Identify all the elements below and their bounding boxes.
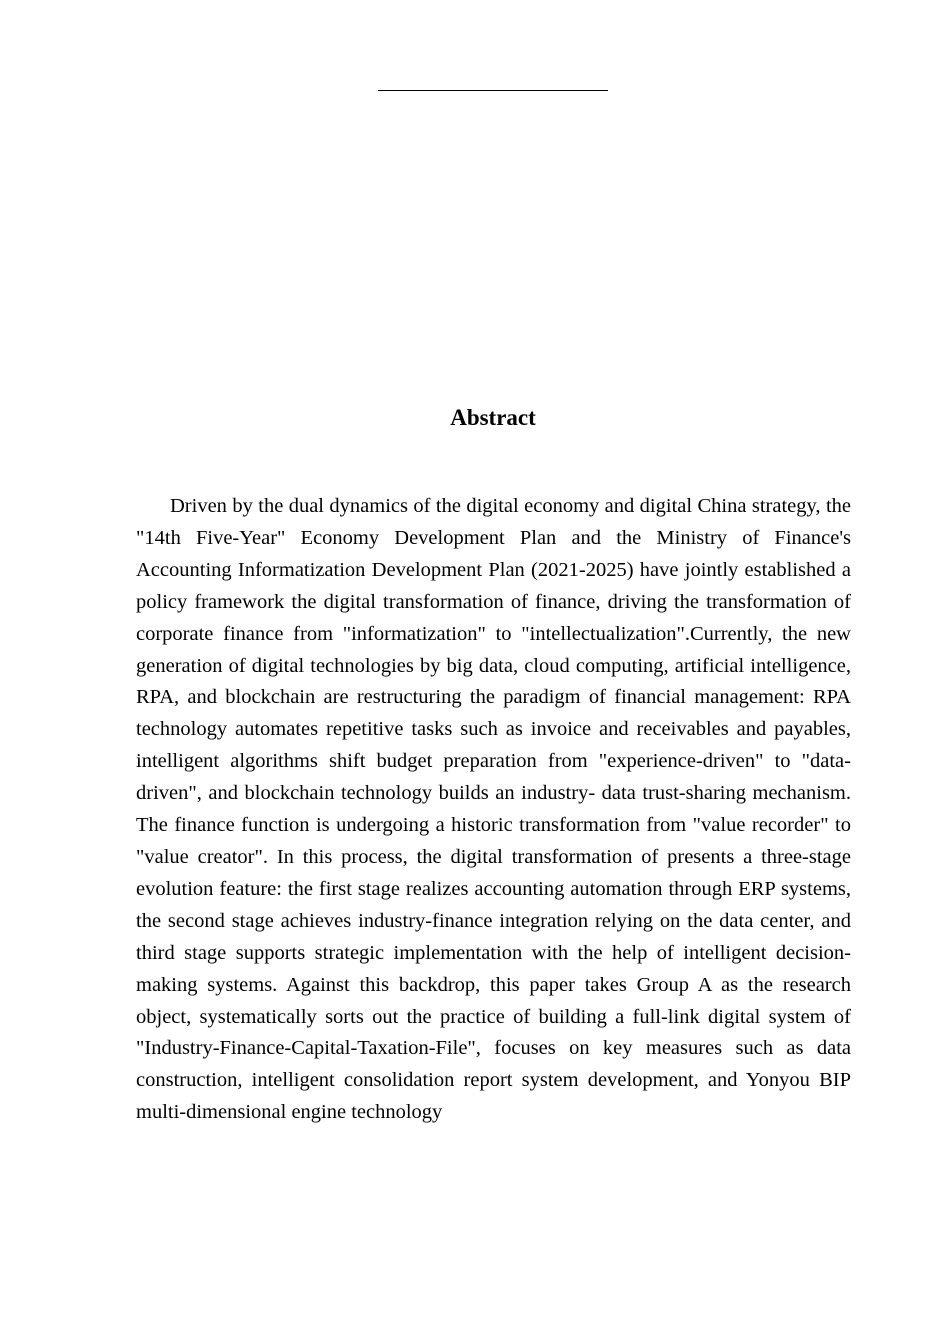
abstract-title: Abstract bbox=[450, 405, 536, 430]
abstract-body: Driven by the dual dynamics of the digital economy and digital China strategy, the "14th Five-Year" Economy Development Plan and the Ministry of Finance's Accounting Informatization Development Plan (2021-2025) have jointly established a policy framework the digital transformation of finance, driving the transformation of corporate finance from "informatization" to "intellectualization".Currently, the new generation of digital technologies by big data, cloud computing, artificial intelligence, RPA, and blockchain are restructuring the paradigm of financial management: RPA technology automates repetitive tasks such as invoice and receivables and payables, intelligent algorithms shift budget preparation from "experience-driven" to "data-driven", and blockchain technology builds an industry- data trust-sharing mechanism. The finance function is undergoing a historic transformation from "value recorder" to "value creator". In this process, the digital transformation of presents a three-stage evolution feature: the first stage realizes accounting automation through ERP systems, the second stage achieves industry-finance integration relying on the data center, and third stage supports strategic implementation with the help of intelligent decision-making systems. Against this backdrop, this paper takes Group A as the research object, systematically sorts out the practice of building a full-link digital system of "Industry-Finance-Capital-Taxation-File", focuses on key measures such as data construction, intelligent consolidation report system development, and Yonyou BIP multi-dimensional engine technology bbox=[136, 495, 851, 1124]
header-rule bbox=[378, 90, 608, 91]
